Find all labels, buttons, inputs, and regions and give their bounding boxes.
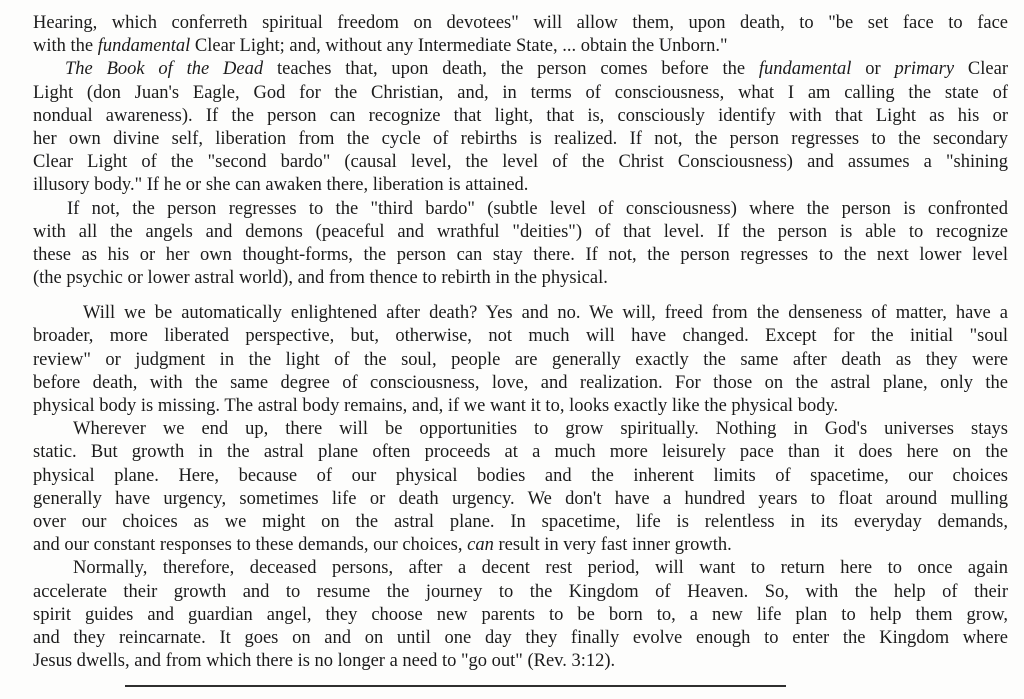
paragraph-grow-spiritually bbox=[33, 418, 1008, 557]
paragraph-reincarnation bbox=[33, 557, 1008, 673]
text-line bbox=[33, 58, 1008, 81]
text-block bbox=[33, 12, 1008, 673]
text-line bbox=[33, 325, 1008, 348]
text-line bbox=[33, 198, 1008, 221]
text-segment: illusory body." If he or she can awaken there, liberation is attained. bbox=[33, 175, 529, 196]
text-line bbox=[33, 650, 1008, 673]
text-line bbox=[33, 174, 1008, 197]
text-segment: Will we be automatically enlightened after death? Yes and no. We will, freed from the denseness of matter, have a bbox=[83, 303, 1008, 324]
text-segment: Clear bbox=[954, 59, 1008, 80]
text-line bbox=[33, 105, 1008, 128]
text-segment: with the bbox=[33, 36, 98, 57]
text-segment: over our choices as we might on the astral plane. In spacetime, life is relentless in its everyday demands, bbox=[33, 511, 1008, 532]
text-line bbox=[33, 12, 1008, 35]
text-segment: accelerate their growth and to resume the journey to the Kingdom of Heaven. So, with the help of their bbox=[33, 581, 1008, 602]
text-segment: generally have urgency, sometimes life or death urgency. We don't have a hundred years to float around mulling bbox=[33, 488, 1008, 509]
text-segment: If not, the person regresses to the "third bardo" (subtle level of consciousness) where the person is confronted bbox=[67, 198, 1008, 219]
text-segment: Normally, therefore, deceased persons, after a decent rest period, will want to return here to once again bbox=[73, 558, 1008, 579]
text-line bbox=[33, 604, 1008, 627]
text-segment: Jesus dwells, and from which there is no longer a need to "go out" (Rev. 3:12). bbox=[33, 651, 616, 672]
paragraph-third-bardo bbox=[33, 198, 1008, 291]
text-segment: (the psychic or lower astral world), and from thence to rebirth in the physical. bbox=[33, 268, 608, 289]
text-line bbox=[33, 465, 1008, 488]
text-line bbox=[33, 627, 1008, 650]
text-segment: physical plane. Here, because of our physical bodies and the inherent limits of spacetime, our choices bbox=[33, 465, 1008, 486]
text-line bbox=[33, 581, 1008, 604]
paragraph-book-of-the-dead bbox=[33, 58, 1008, 197]
text-segment: physical body is missing. The astral body remains, and, if we want it to, looks exactly like the physical body. bbox=[33, 396, 839, 416]
text-line bbox=[33, 221, 1008, 244]
text-line bbox=[33, 128, 1008, 151]
text-segment: before death, with the same degree of consciousness, love, and realization. For those on the astral plane, only the bbox=[33, 372, 1008, 393]
text-segment: and our constant responses to these demands, our choices, bbox=[33, 535, 468, 556]
italic-text-segment: primary bbox=[894, 59, 955, 80]
text-segment: broader, more liberated perspective, but, otherwise, not much will have changed. Except for the initial "soul bbox=[33, 326, 1008, 347]
text-line bbox=[33, 82, 1008, 105]
text-line bbox=[33, 534, 1008, 557]
text-segment: Light (don Juan's Eagle, God for the Christian, and, in terms of consciousness, what I am calling the state of bbox=[33, 82, 1008, 103]
text-line bbox=[33, 349, 1008, 372]
text-line bbox=[33, 441, 1008, 464]
text-segment: nondual awareness). If the person can recognize that light, that is, consciously identify with that Light as his or bbox=[33, 105, 1008, 126]
italic-text-segment: can bbox=[467, 535, 494, 556]
italic-text-segment: fundamental bbox=[758, 59, 852, 80]
text-segment: these as his or her own thought-forms, the person can stay there. If not, the person regresses to the next lower level bbox=[33, 244, 1008, 265]
text-segment: static. But growth in the astral plane often proceeds at a much more leisurely pace than it does here on the bbox=[33, 442, 1008, 463]
italic-text-segment: fundamental bbox=[97, 36, 191, 57]
text-segment: review" or judgment in the light of the soul, people are generally exactly the same after death as they were bbox=[33, 349, 1008, 370]
text-segment: result in very fast inner growth. bbox=[493, 535, 732, 556]
text-segment: and they reincarnate. It goes on and on until one day they finally evolve enough to enter the Kingdom where bbox=[33, 627, 1008, 648]
text-line bbox=[33, 418, 1008, 441]
text-line bbox=[33, 267, 1008, 290]
text-segment: Hearing, which conferreth spiritual freedom on devotees" will allow them, upon death, to "be set face to face bbox=[33, 13, 1008, 33]
text-line bbox=[33, 557, 1008, 580]
text-segment: Clear Light; and, without any Intermediate State, ... obtain the Unborn." bbox=[190, 36, 728, 57]
text-segment: or bbox=[851, 59, 895, 80]
footnote-separator-rule bbox=[125, 685, 786, 687]
text-line bbox=[33, 372, 1008, 395]
paragraph-hearing-continuation bbox=[33, 12, 1008, 58]
text-line bbox=[33, 395, 1008, 418]
text-line bbox=[33, 244, 1008, 267]
text-segment: spirit guides and guardian angel, they choose new parents to be born to, a new life plan to help them grow, bbox=[33, 604, 1008, 625]
text-segment: Clear Light of the "second bardo" (causal level, the level of the Christ Consciousness) and assumes a "shining bbox=[33, 152, 1008, 173]
text-segment: with all the angels and demons (peaceful and wrathful "deities") of that level. If the person is able to recognize bbox=[33, 221, 1008, 242]
text-line bbox=[33, 151, 1008, 174]
italic-text-segment: The Book of the Dead bbox=[65, 59, 264, 80]
text-segment: teaches that, upon death, the person comes before the bbox=[263, 59, 759, 80]
text-line bbox=[33, 35, 1008, 58]
text-line bbox=[33, 302, 1008, 325]
text-line bbox=[33, 511, 1008, 534]
text-segment: Wherever we end up, there will be opportunities to grow spiritually. Nothing in God's universes stays bbox=[73, 419, 1008, 440]
text-line bbox=[33, 488, 1008, 511]
text-segment: her own divine self, liberation from the cycle of rebirths is realized. If not, the person regresses to the secondary bbox=[33, 128, 1008, 149]
paragraph-enlightened-after-death bbox=[33, 302, 1008, 418]
